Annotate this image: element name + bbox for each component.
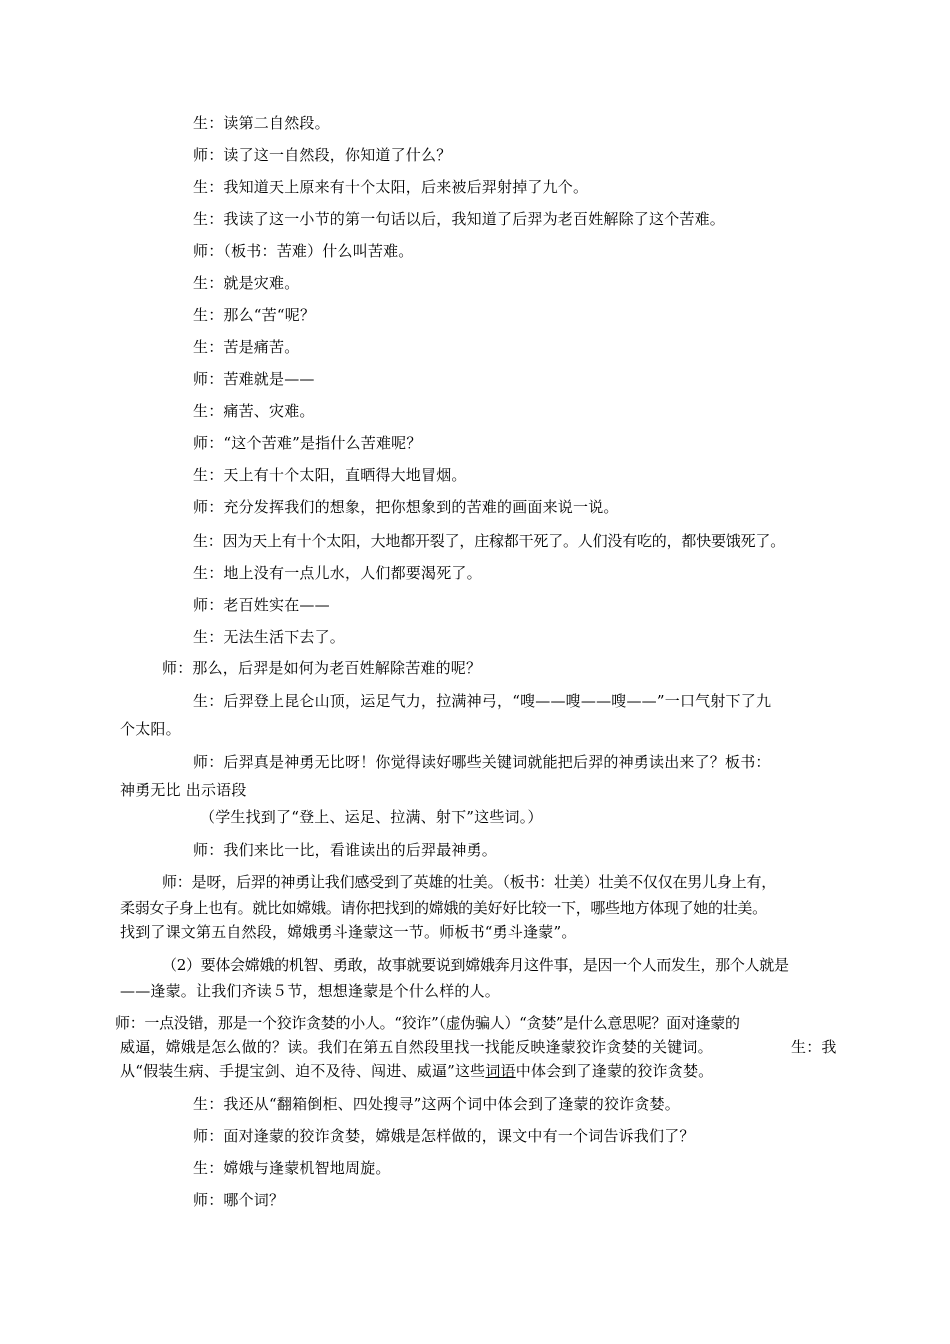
dialogue-line: （学生找到了“登上、运足、拉满、射下”这些词。） — [200, 808, 543, 826]
dialogue-line: 生：就是灾难。 — [193, 274, 300, 292]
dialogue-line: 生：我 — [791, 1038, 837, 1056]
dialogue-line: 生：苦是痛苦。 — [193, 338, 300, 356]
dialogue-line: 生：我知道天上原来有十个太阳，后来被后羿射掉了九个。 — [193, 178, 589, 196]
dialogue-line: 师：（板书：苦难）什么叫苦难。 — [193, 242, 414, 260]
dialogue-line: 生：因为天上有十个太阳，大地都开裂了，庄稼都干死了。人们没有吃的，都快要饿死了。 — [193, 532, 786, 550]
line-segment: 从“假装生病、手提宝剑、迫不及待、闯进、威逼”这些 — [120, 1062, 486, 1080]
dialogue-line: 生：读第二自然段。 — [193, 114, 330, 132]
dialogue-line — [120, 1064, 713, 1079]
dialogue-line: 师：面对逢蒙的狡诈贪婪，嫦娥是怎样做的，课文中有一个词告诉我们了？ — [193, 1127, 695, 1145]
dialogue-line: 师：苦难就是—— — [193, 370, 315, 388]
dialogue-line: 生：无法生活下去了。 — [193, 628, 346, 646]
dialogue-line: ——逢蒙。让我们齐读５节，想想逢蒙是个什么样的人。 — [120, 982, 501, 1000]
dialogue-line: 师：那么，后羿是如何为老百姓解除苦难的呢？ — [162, 659, 482, 677]
dialogue-line: 生：后羿登上昆仑山顶，运足气力，拉满神弓，“嗖——嗖——嗖——”一口气射下了九 — [193, 692, 772, 710]
dialogue-line: 师：读了这一自然段，你知道了什么？ — [193, 146, 452, 164]
dialogue-line: 生：天上有十个太阳，直晒得大地冒烟。 — [193, 466, 467, 484]
dialogue-line: 生：痛苦、灾难。 — [193, 402, 315, 420]
line-segment: 中体会到了逢蒙的狡诈贪婪。 — [515, 1062, 714, 1080]
dialogue-line: 师：我们来比一比，看谁读出的后羿最神勇。 — [193, 841, 498, 859]
dialogue-line: 师：哪个词？ — [193, 1191, 285, 1209]
dialogue-line: 师：一点没错，那是一个狡诈贪婪的小人。“狡诈”（虚伪骗人）“贪婪”是什么意思呢？面对逢蒙的 — [115, 1014, 740, 1032]
dialogue-line: 生：嫦娥与逢蒙机智地周旋。 — [193, 1159, 391, 1177]
dialogue-line: 威逼，嫦娥是怎么做的？读。我们在第五自然段里找一找能反映逢蒙狡诈贪婪的关键词。 — [120, 1038, 713, 1056]
dialogue-line: 生：那么“苦“呢？ — [193, 306, 316, 324]
dialogue-line: 生：我还从“翻箱倒柜、四处搜寻”这两个词中体会到了逢蒙的狡诈贪婪。 — [193, 1095, 680, 1113]
dialogue-line: 找到了课文第五自然段，嫦娥勇斗逢蒙这一节。师板书“勇斗逢蒙”。 — [120, 923, 577, 941]
dialogue-line: 生：地上没有一点儿水，人们都要渴死了。 — [193, 564, 482, 582]
dialogue-line: 师：是呀，后羿的神勇让我们感受到了英雄的壮美。（板书：壮美）壮美不仅仅在男儿身上有， — [162, 873, 777, 891]
dialogue-line: 师：老百姓实在—— — [193, 596, 330, 614]
dialogue-line: 生：我读了这一小节的第一句话以后，我知道了后羿为老百姓解除了这个苦难。 — [193, 210, 726, 228]
dialogue-line: 个太阳。 — [120, 720, 181, 738]
dialogue-line: （2）要体会嫦娥的机智、勇敢，故事就要说到嫦娥奔月这件事，是因一个人而发生，那个人就是 — [162, 956, 789, 974]
underlined-word: 词语 — [485, 1062, 516, 1080]
dialogue-line: 师：充分发挥我们的想象，把你想象到的苦难的画面来说一说。 — [193, 498, 619, 516]
dialogue-line: 柔弱女子身上也有。就比如嫦娥。请你把找到的嫦娥的美好好比较一下，哪些地方体现了她的壮美。 — [120, 899, 767, 917]
dialogue-line: 师：后羿真是神勇无比呀！你觉得读好哪些关键词就能把后羿的神勇读出来了？板书： — [193, 753, 771, 771]
dialogue-line: 神勇无比 出示语段 — [120, 781, 247, 799]
dialogue-line: 师：“这个苦难”是指什么苦难呢？ — [193, 434, 422, 452]
